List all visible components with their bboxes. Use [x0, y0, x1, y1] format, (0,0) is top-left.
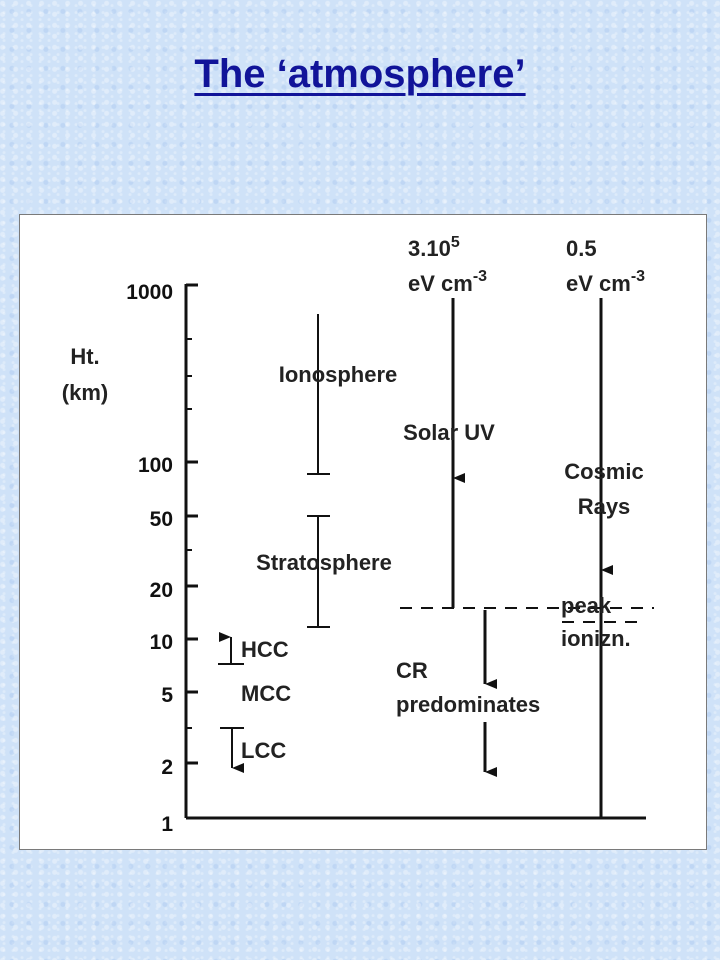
solar-unit-exponent: -3: [472, 268, 488, 285]
cr-label-line1: CR: [396, 658, 428, 683]
stratosphere-label: Stratosphere: [256, 550, 392, 575]
tick-label-1000: 1000: [126, 281, 173, 304]
major-ticks: [186, 285, 198, 763]
lcc-label: LCC: [241, 738, 287, 763]
cosmic-unit-exponent: -3: [630, 268, 646, 285]
ionosphere-bracket: [307, 314, 330, 474]
tick-label-10: 10: [149, 631, 173, 654]
tick-label-20: 20: [149, 579, 173, 602]
tick-label-100: 100: [137, 454, 173, 477]
slide-title: The ‘atmosphere’: [194, 52, 526, 96]
peak-label-line2: ionizn.: [561, 626, 631, 651]
tick-label-5: 5: [161, 684, 173, 707]
solar-uv-label: Solar UV: [403, 420, 495, 445]
solar-energy-density: [408, 234, 460, 261]
solar-unit-base: eV cm: [408, 271, 473, 296]
mcc-label: MCC: [241, 681, 292, 706]
tick-label-1: 1: [161, 813, 173, 836]
solar-energy-base: 3.10: [408, 236, 451, 261]
solar-energy-exponent: 5: [450, 234, 460, 251]
solar-energy-unit: [408, 268, 487, 296]
cosmic-energy-density: 0.5: [566, 236, 597, 261]
tick-label-2: 2: [161, 756, 173, 779]
axis-label-km: (km): [61, 380, 109, 405]
tick-label-50: 50: [149, 508, 173, 531]
axis-label-ht: Ht.: [70, 344, 100, 369]
cosmic-energy-unit: [566, 268, 645, 296]
hcc-label: HCC: [241, 637, 289, 662]
cosmic-rays-label-line2: Rays: [577, 494, 631, 519]
peak-label-line1: peak: [561, 593, 612, 618]
cr-label-line2: predominates: [396, 692, 541, 717]
cosmic-unit-base: eV cm: [566, 271, 631, 296]
cosmic-rays-label-line1: Cosmic: [564, 459, 644, 484]
ionosphere-label: Ionosphere: [278, 362, 398, 387]
